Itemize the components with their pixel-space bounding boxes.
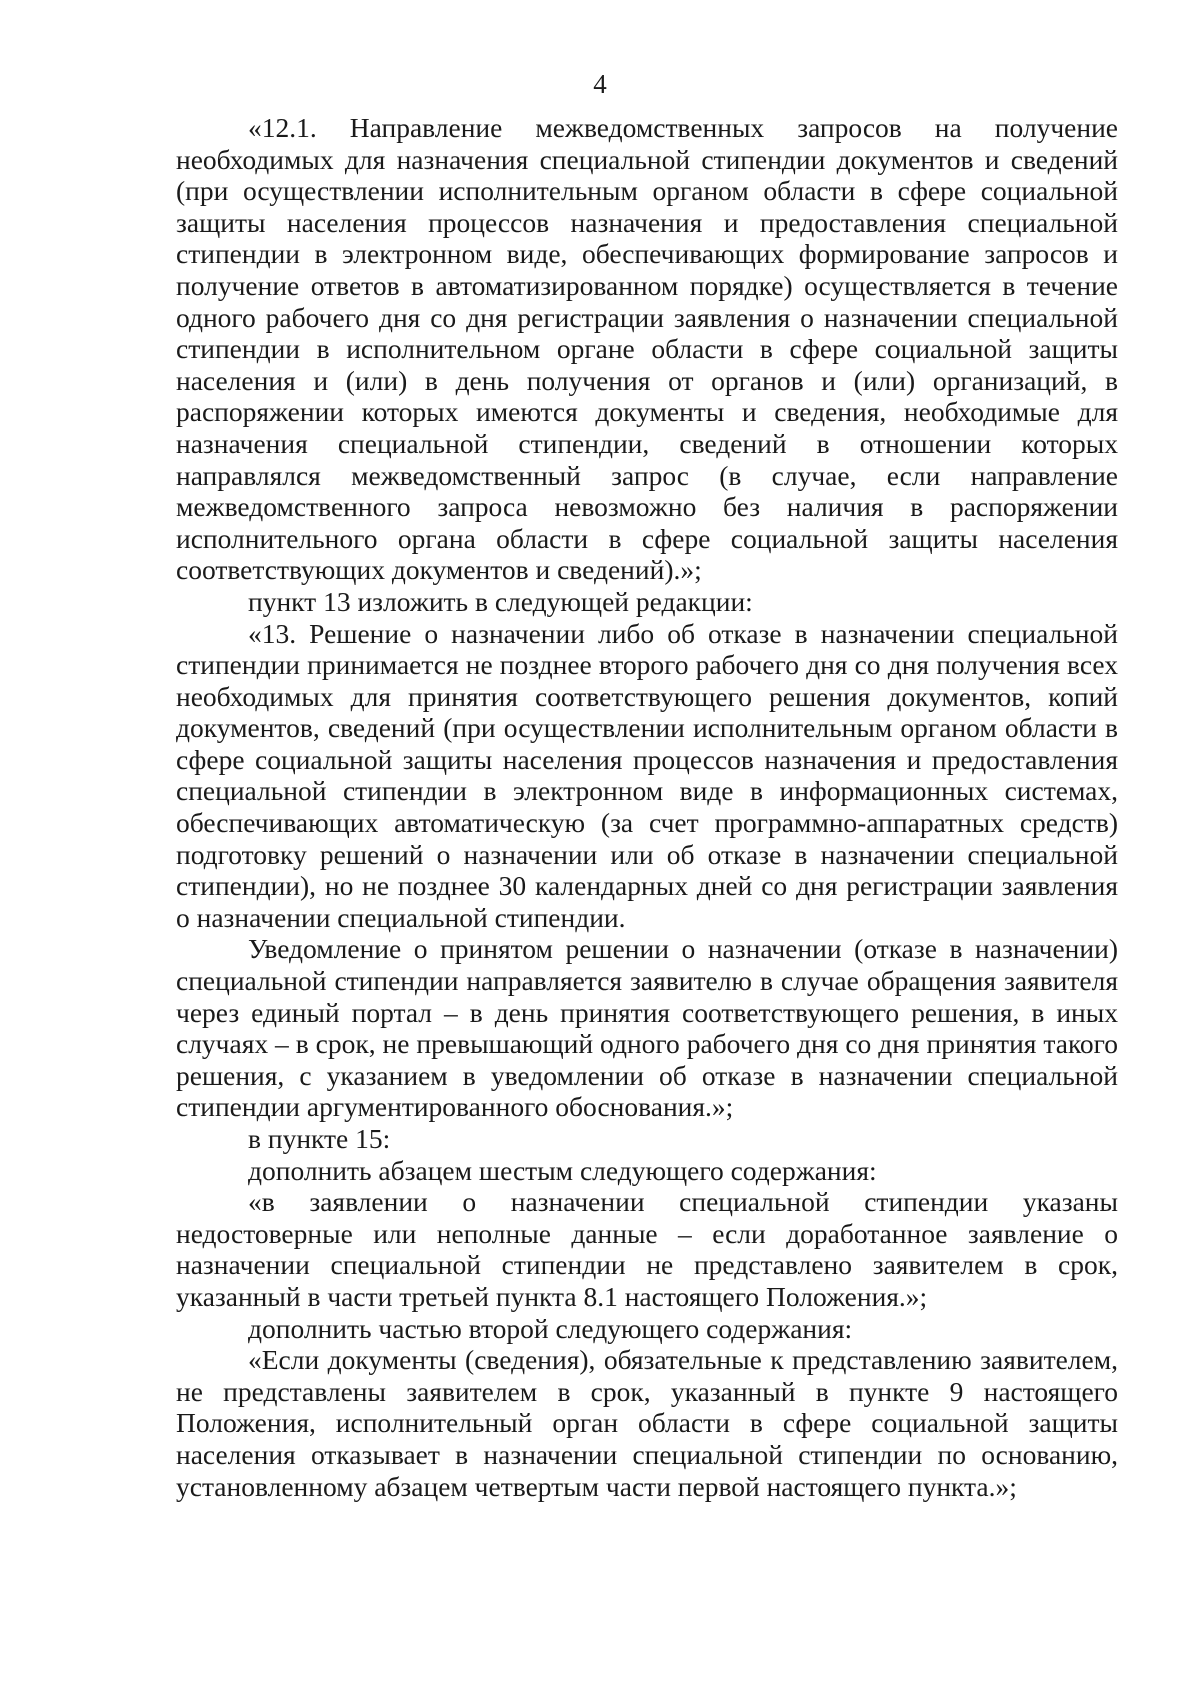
document-body xyxy=(176,112,1118,1502)
page-number: 4 xyxy=(593,69,607,99)
paragraph-part-two-text: «Если документы (сведения), обязательные к представлению заявителем, не представлены заявителем в срок, указанный в пункте 9 настоящего Положения, исполнительный орган области в сфере социальной защиты населения отказывает в назначении специальной стипендии по основанию, установленному абзацем четвертым части первой настоящего пункта.»; xyxy=(176,1344,1118,1502)
paragraph-add-part-two: дополнить частью второй следующего содержания: xyxy=(248,1312,853,1344)
paragraph-item-13-intro: пункт 13 изложить в следующей редакции: xyxy=(248,585,753,617)
paragraph-sixth-abzats-text: «в заявлении о назначении специальной стипендии указаны недостоверные или неполные данные – если доработанное заявление о назначении специальной стипендии не представлено заявителем в срок, указанный в части третьей пункта 8.1 настоящего Положения.»; xyxy=(176,1186,1118,1312)
paragraph-13: «13. Решение о назначении либо об отказе в назначении специальной стипендии принимается не позднее второго рабочего дня со дня получения всех необходимых для принятия соответствующего решения документов, копий документов, сведений (при осуществлении исполнительным органом области в сфере социальной защиты населения процессов назначения и предоставления специальной стипендии в электронном виде в информационных системах, обеспечивающих автоматическую (за счет программно-аппаратных средств) подготовку решений о назначении или об отказе в назначении специальной стипендии), но не позднее 30 календарных дней со дня регистрации заявления о назначении специальной стипендии. xyxy=(176,617,1118,933)
paragraph-add-sixth-abzats: дополнить абзацем шестым следующего содержания: xyxy=(248,1154,877,1186)
paragraph-item-15-intro: в пункте 15: xyxy=(248,1123,391,1154)
paragraph-12-1: «12.1. Направление межведомственных запросов на получение необходимых для назначения специальной стипендии документов и сведений (при осуществлении исполнительным органом области в сфере социальной защиты населения процессов назначения и предоставления специальной стипендии в электронном виде, обеспечивающих формирование запросов и получение ответов в автоматизированном порядке) осуществляется в течение одного рабочего дня со дня регистрации заявления о назначении специальной стипендии в исполнительном органе области в сфере социальной защиты населения и (или) в день получения от органов и (или) организаций, в распоряжении которых имеются документы и сведения, необходимые для назначения специальной стипендии, сведений в отношении которых направлялся межведомственный запрос (в случае, если направление межведомственного запроса невозможно без наличия в распоряжении исполнительного органа области в сфере социальной защиты населения соответствующих документов и сведений).»; xyxy=(176,112,1118,586)
paragraph-notification: Уведомление о принятом решении о назначении (отказе в назначении) специальной стипендии направляется заявителю в случае обращения заявителя через единый портал – в день принятия соответствующего решения, в иных случаях – в срок, не превышающий одного рабочего дня со дня принятия такого решения, с указанием в уведомлении об отказе в назначении специальной стипендии аргументированного обоснования.»; xyxy=(176,933,1118,1123)
